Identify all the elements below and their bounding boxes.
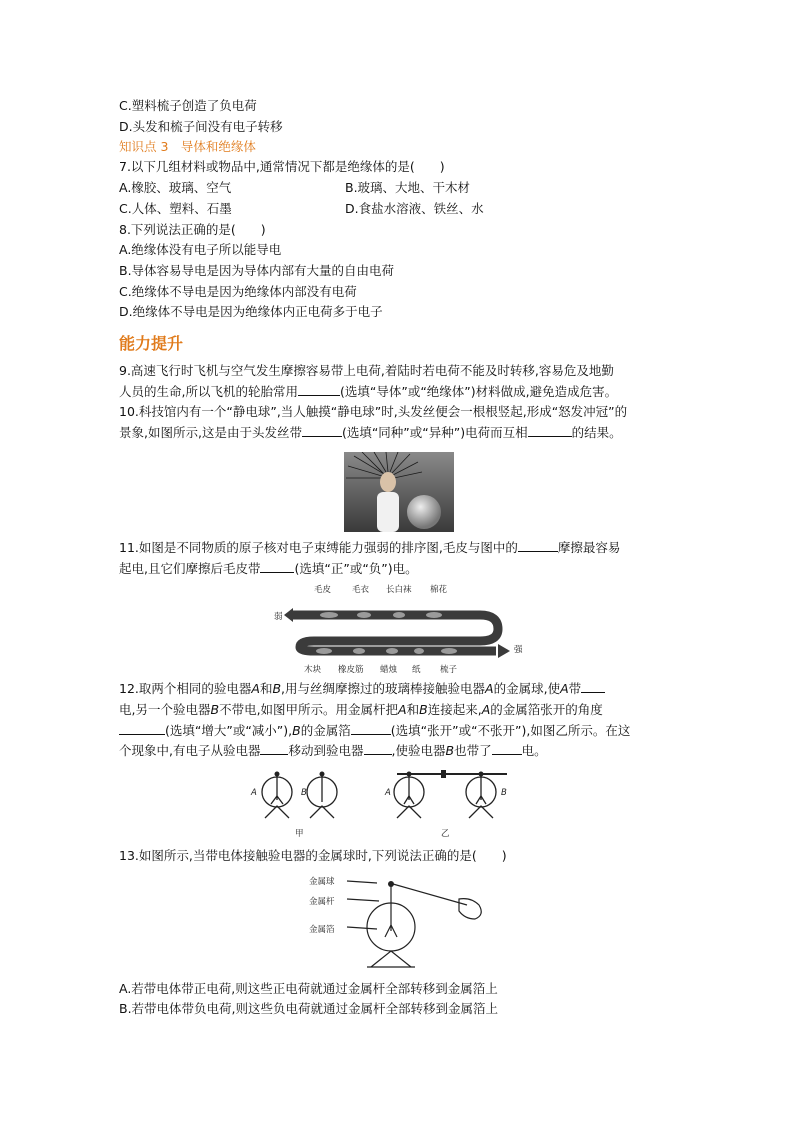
q13-stem: 13.如图所示,当带电体接触验电器的金属球时,下列说法正确的是( ) [119,848,507,864]
label-strong: 强 [514,645,523,656]
q13-option-a: A.若带电体带正电荷,则这些正电荷就通过金属杆全部转移到金属箔上 [119,980,498,996]
q12-blank-5[interactable] [364,742,392,755]
q10-blank-2[interactable] [528,424,572,437]
q12-blank-3[interactable] [351,722,391,735]
q7-option-b: B.玻璃、大地、干木材 [345,180,471,196]
q7-option-d: D.食盐水溶液、铁丝、水 [345,200,484,216]
q7-option-a: A.橡胶、玻璃、空气 [119,180,232,196]
electroscope-hand-figure [309,875,489,975]
q7-options-row1 [119,178,679,199]
q11-line1: 11.如图是不同物质的原子核对电子束缚能力强弱的排序图,毛皮与图中的 摩擦最容易 [119,539,621,555]
label-yi: 乙 [441,829,450,840]
section-title: 能力提升 [119,334,184,354]
label-comb: 梳子 [440,665,458,676]
label-a-jia: A [251,788,257,799]
label-white-socks: 长白袜 [386,585,412,596]
q12-line4: 个现象中,有电子从验电器 移动到验电器 ,使验电器B也带了 电。 [119,743,547,759]
label-sweater: 毛衣 [352,585,370,596]
q7-option-c: C.人体、塑料、石墨 [119,200,232,216]
label-jia: 甲 [295,829,304,840]
label-wood: 木块 [304,665,322,676]
option-d-prev: D.头发和梳子间没有电子转移 [119,118,283,134]
label-cotton: 棉花 [430,585,448,596]
knowledge-point-heading: 知识点 3 导体和绝缘体 [119,139,256,155]
q12-blank-6[interactable] [492,742,522,755]
electroscopes-figure [249,770,549,838]
electroscope-hand-svg [339,875,489,975]
q12-blank-2[interactable] [119,722,165,735]
q11-line2: 起电,且它们摩擦后毛皮带 (选填“正”或“负”)电。 [119,560,418,576]
label-a-yi: A [385,788,391,799]
q12-line3: (选填“增大”或“减小”),B的金属箔 (选填“张开”或“不张开”),如图乙所示。在这 [119,721,679,742]
q12-line1: 12.取两个相同的验电器A和B,用与丝绸摩擦过的玻璃棒接触验电器A的金属球,使A带 [119,679,679,700]
q13-option-b: B.若带电体带负电荷,则这些负电荷就通过金属杆全部转移到金属箔上 [119,1001,499,1017]
label-b-jia: B [301,788,307,799]
electroscopes-svg [249,770,549,826]
option-c-prev: C.塑料梳子创造了负电荷 [119,98,257,113]
label-weak: 弱 [274,612,283,623]
q9-line1: 9.高速飞行时飞机与空气发生摩擦容易带上电荷,着陆时若电荷不能及时转移,容易危及地勤 [119,363,614,379]
q8-option-c: C.绝缘体不导电是因为绝缘体内部没有电荷 [119,283,357,299]
q7-options-row2 [119,199,679,220]
q10-blank-1[interactable] [302,424,342,437]
snake-arrow-svg [284,597,512,659]
label-candle: 蜡烛 [380,665,398,676]
static-ball-photo-svg [344,452,454,532]
q12-blank-4[interactable] [260,742,288,755]
q8-option-b: B.导体容易导电是因为导体内部有大量的自由电荷 [119,262,395,278]
q10-line1: 10.科技馆内有一个“静电球”,当人触摸“静电球”时,头发丝便会一根根竖起,形成“怒发冲冠”的 [119,404,628,420]
q8-option-a: A.绝缘体没有电子所以能导电 [119,242,282,258]
static-ball-photo [344,452,454,532]
label-metal-ball: 金属球 [309,876,335,887]
q8-option-d: D.绝缘体不导电是因为绝缘体内正电荷多于电子 [119,304,383,320]
label-b-yi: B [501,788,507,799]
label-metal-rod: 金属杆 [309,896,335,907]
label-fur: 毛皮 [314,585,332,596]
q11-blank-2[interactable] [260,560,294,573]
q9-line2: 人员的生命,所以飞机的轮胎常用 (选填“导体”或“绝缘体”)材料做成,避免造成危害。 [119,383,618,399]
q8-stem: 8.下列说法正确的是( ) [119,221,266,237]
q7-stem: 7.以下几组材料或物品中,通常情况下都是绝缘体的是( ) [119,159,445,175]
q9-blank[interactable] [298,383,340,396]
label-metal-foil: 金属箔 [309,924,335,935]
q12-blank-1[interactable] [581,680,605,693]
q10-line2: 景象,如图所示,这是由于头发丝带 (选填“同种”或“异种”)电荷而互相 的结果。 [119,425,622,441]
q12-line2: 电,另一个验电器B不带电,如图甲所示。用金属杆把A和B连接起来,A的金属箔张开的角度 [119,701,603,717]
q11-blank-1[interactable] [518,539,558,552]
electron-binding-ranking-figure [274,583,524,675]
label-paper: 纸 [412,665,421,676]
worksheet-page [119,96,679,1020]
label-rubber-band: 橡皮筋 [338,665,364,676]
